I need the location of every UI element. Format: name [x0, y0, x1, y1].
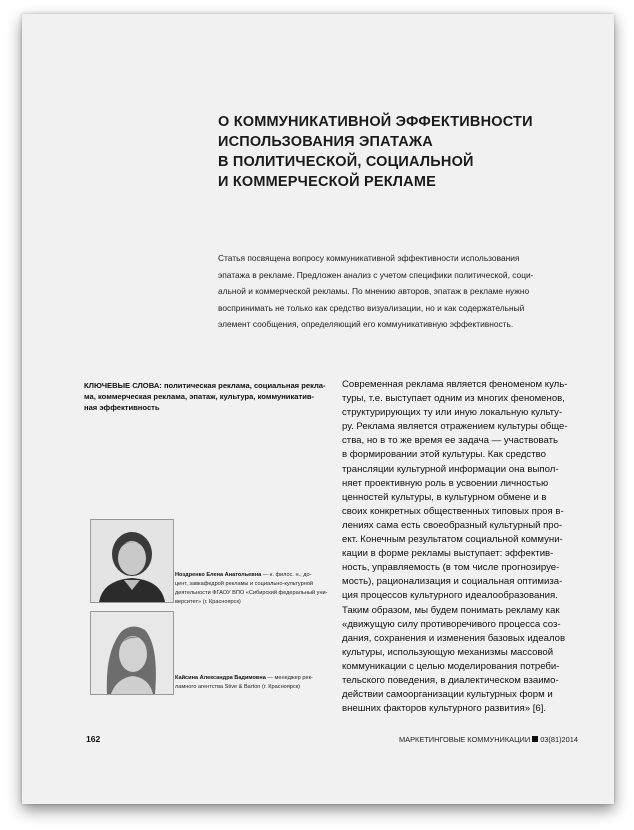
page-number: 162	[86, 734, 101, 744]
title-line: О КОММУНИКАТИВНОЙ ЭФФЕКТИВНОСТИ	[218, 114, 533, 130]
body-line: ру. Реклама является отражением культуры обще-	[342, 421, 568, 433]
body-line: кации в форме рекламы выступает: эффектив-	[342, 548, 554, 560]
title-line: И КОММЕРЧЕСКОЙ РЕКЛАМЕ	[218, 174, 436, 190]
body-line: своих конкретных общественных типовых проя в-	[342, 505, 564, 517]
author-bio-line: — менеджер рек-	[265, 675, 313, 681]
keywords-line: КЛЮЧЕВЫЕ СЛОВА: политическая реклама, социальная рекла-	[84, 381, 326, 390]
abstract-line: элемент сообщения, определяющий его коммуникативную эффективность.	[218, 319, 514, 329]
body-line: лениях сама есть своеобразный культурный про-	[342, 519, 563, 531]
body-line: действии самоорганизации культурных форм и	[342, 689, 553, 701]
author-bio-line: цент, завкафедрой рекламы и социально-культурной	[175, 581, 314, 587]
author-name: Ноздренко Елена Анатольевна	[175, 572, 262, 578]
journal-issue: 03(81)2014	[540, 735, 578, 744]
body-line: внешних факторов культурного развития» [6].	[342, 703, 547, 715]
body-line: Современная реклама является феноменом куль-	[342, 379, 568, 390]
body-line: структурирующих ту или иную локальную культу-	[342, 407, 563, 419]
author-bio-line: деятельности ФГАОУ ВПО «Сибирский федеральный уни-	[175, 590, 328, 596]
author-photo-kaysina	[90, 611, 174, 695]
keywords-line: ма, коммерческая реклама, эпатаж, культура, коммуникатив-	[84, 392, 315, 401]
body-line: в формировании этой культуры. Как средство	[342, 449, 546, 461]
square-bullet-icon	[532, 736, 538, 742]
body-line: Таким образом, мы будем понимать рекламу как	[342, 604, 560, 616]
body-line: ценностей культуры, в культурном обмене и в	[342, 491, 547, 503]
body-line: ция процессов культурного идеалообразования.	[342, 590, 558, 602]
author-bio-line: — к. филос. н., до-	[261, 572, 312, 578]
body-line: мость), рационализация и социальная оптимиза-	[342, 576, 563, 588]
body-line: ства, но в то же время ее задача — участвовать	[342, 435, 559, 447]
abstract-line: воспринимать не только как средство визуализации, но и как содержательный	[218, 302, 525, 313]
body-line: тельского поведения, в диалектическом взаимо-	[342, 674, 559, 686]
journal-footer	[399, 735, 578, 744]
title-line: В ПОЛИТИЧЕСКОЙ, СОЦИАЛЬНОЙ	[218, 154, 474, 170]
author-bio-line: верситет» (г. Красноярск)	[175, 599, 241, 605]
author-name: Кайсина Александра Вадимовна	[175, 675, 266, 681]
abstract	[218, 250, 576, 333]
abstract-line: альной и коммерческой рекламы. По мнению авторов, эпатаж в рекламе нужно	[218, 286, 530, 296]
journal-name: МАРКЕТИНГОВЫЕ КОММУНИКАЦИИ	[399, 735, 531, 744]
body-line: трансляции культурной информации она выпол-	[342, 463, 559, 475]
title-line: ИСПОЛЬЗОВАНИЯ ЭПАТАЖА	[218, 134, 433, 150]
author-photo-nozdrenko	[90, 519, 174, 603]
journal-page	[22, 14, 614, 804]
keywords	[84, 380, 329, 413]
body-line: дания, сохранения и изменения базовых идеалов	[342, 632, 566, 644]
body-line: культуры, использующую механизмы массовой	[342, 646, 554, 658]
body-line: няет проективную роль в усвоении личностью	[342, 477, 549, 489]
body-line: туры, т.е. выступает одним из многих феноменов,	[342, 393, 565, 405]
body-line: коммуникации с целью моделирования потреби-	[342, 660, 560, 672]
author-info-nozdrenko	[175, 571, 335, 607]
body-line: ект. Конечным результатом социальной коммуни-	[342, 534, 563, 546]
body-line: «движущую силу противоречивого процесса соз-	[342, 618, 561, 630]
article-body	[342, 378, 582, 716]
abstract-line: эпатажа в рекламе. Предложен анализ с учетом специфики политической, соци-	[218, 269, 534, 280]
article-title	[218, 112, 598, 192]
keywords-line: ная эффективность	[84, 403, 160, 412]
body-line: ность, управляемость (в том числе прогнозируе-	[342, 562, 560, 574]
abstract-line: Статья посвящена вопросу коммуникативной эффективности использования	[218, 253, 520, 263]
author-bio-line: ламного агентства Stive & Barton (г. Красноярск)	[175, 684, 301, 690]
author-info-kaysina	[175, 674, 335, 692]
